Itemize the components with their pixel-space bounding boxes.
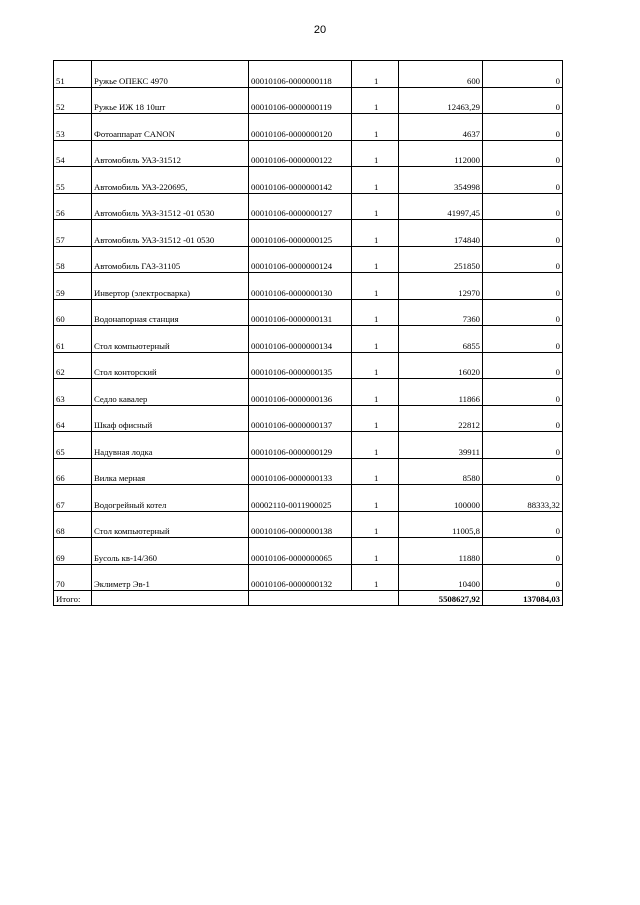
residual-value: 0 bbox=[483, 61, 563, 88]
table-row bbox=[54, 326, 563, 353]
table-row bbox=[54, 299, 563, 326]
total-residual: 137084,03 bbox=[483, 591, 563, 606]
row-number: 54 bbox=[54, 140, 92, 167]
quantity: 1 bbox=[352, 564, 399, 591]
table-row bbox=[54, 114, 563, 141]
quantity: 1 bbox=[352, 379, 399, 406]
cost-value: 112000 bbox=[399, 140, 483, 167]
inventory-table-body bbox=[54, 61, 563, 606]
inventory-code: 00010106-0000000119 bbox=[249, 87, 352, 114]
quantity: 1 bbox=[352, 87, 399, 114]
item-name: Водогрейный котел bbox=[92, 485, 249, 512]
residual-value: 88333,32 bbox=[483, 485, 563, 512]
cost-value: 11005,8 bbox=[399, 511, 483, 538]
residual-value: 0 bbox=[483, 299, 563, 326]
table-row bbox=[54, 352, 563, 379]
table-row bbox=[54, 432, 563, 459]
item-name: Ружье ОПЕКС 4970 bbox=[92, 61, 249, 88]
residual-value: 0 bbox=[483, 379, 563, 406]
inventory-table bbox=[53, 60, 563, 606]
item-name: Стол конторский bbox=[92, 352, 249, 379]
item-name: Бусоль кв-14/360 bbox=[92, 538, 249, 565]
cost-value: 11866 bbox=[399, 379, 483, 406]
inventory-code: 00010106-0000000125 bbox=[249, 220, 352, 247]
table-row bbox=[54, 485, 563, 512]
item-name: Автомобиль УАЗ-31512 -01 0530 bbox=[92, 220, 249, 247]
cost-value: 10400 bbox=[399, 564, 483, 591]
table-row bbox=[54, 379, 563, 406]
inventory-code: 00010106-0000000138 bbox=[249, 511, 352, 538]
row-number: 53 bbox=[54, 114, 92, 141]
item-name: Автомобиль УАЗ-220695, bbox=[92, 167, 249, 194]
quantity: 1 bbox=[352, 538, 399, 565]
item-name: Инвертор (электросварка) bbox=[92, 273, 249, 300]
quantity: 1 bbox=[352, 511, 399, 538]
table-row bbox=[54, 458, 563, 485]
item-name: Ружье ИЖ 18 10шт bbox=[92, 87, 249, 114]
row-number: 55 bbox=[54, 167, 92, 194]
cost-value: 174840 bbox=[399, 220, 483, 247]
quantity: 1 bbox=[352, 485, 399, 512]
item-name: Автомобиль ГАЗ-31105 bbox=[92, 246, 249, 273]
item-name: Автомобиль УАЗ-31512 bbox=[92, 140, 249, 167]
item-name: Стол компьютерный bbox=[92, 511, 249, 538]
row-number: 64 bbox=[54, 405, 92, 432]
row-number: 69 bbox=[54, 538, 92, 565]
row-number: 60 bbox=[54, 299, 92, 326]
row-number: 67 bbox=[54, 485, 92, 512]
residual-value: 0 bbox=[483, 140, 563, 167]
residual-value: 0 bbox=[483, 405, 563, 432]
table-row bbox=[54, 220, 563, 247]
cost-value: 41997,45 bbox=[399, 193, 483, 220]
quantity: 1 bbox=[352, 432, 399, 459]
quantity: 1 bbox=[352, 193, 399, 220]
quantity: 1 bbox=[352, 61, 399, 88]
cost-value: 22812 bbox=[399, 405, 483, 432]
inventory-code: 00010106-0000000132 bbox=[249, 564, 352, 591]
table-row bbox=[54, 246, 563, 273]
inventory-code: 00010106-0000000122 bbox=[249, 140, 352, 167]
inventory-code: 00010106-0000000124 bbox=[249, 246, 352, 273]
residual-value: 0 bbox=[483, 114, 563, 141]
row-number: 65 bbox=[54, 432, 92, 459]
row-number: 62 bbox=[54, 352, 92, 379]
residual-value: 0 bbox=[483, 273, 563, 300]
table-row bbox=[54, 538, 563, 565]
row-number: 56 bbox=[54, 193, 92, 220]
quantity: 1 bbox=[352, 458, 399, 485]
table-row bbox=[54, 87, 563, 114]
quantity: 1 bbox=[352, 326, 399, 353]
total-empty-cell bbox=[249, 591, 352, 606]
cost-value: 12463,29 bbox=[399, 87, 483, 114]
quantity: 1 bbox=[352, 405, 399, 432]
residual-value: 0 bbox=[483, 220, 563, 247]
row-number: 51 bbox=[54, 61, 92, 88]
inventory-code: 00010106-0000000135 bbox=[249, 352, 352, 379]
inventory-code: 00010106-0000000131 bbox=[249, 299, 352, 326]
quantity: 1 bbox=[352, 299, 399, 326]
quantity: 1 bbox=[352, 167, 399, 194]
residual-value: 0 bbox=[483, 167, 563, 194]
item-name: Фотоаппарат CANON bbox=[92, 114, 249, 141]
residual-value: 0 bbox=[483, 432, 563, 459]
cost-value: 39911 bbox=[399, 432, 483, 459]
inventory-code: 00010106-0000000127 bbox=[249, 193, 352, 220]
inventory-code: 00010106-0000000118 bbox=[249, 61, 352, 88]
item-name: Автомобиль УАЗ-31512 -01 0530 bbox=[92, 193, 249, 220]
residual-value: 0 bbox=[483, 511, 563, 538]
total-empty-cell bbox=[352, 591, 399, 606]
table-row bbox=[54, 193, 563, 220]
row-number: 63 bbox=[54, 379, 92, 406]
table-row bbox=[54, 405, 563, 432]
residual-value: 0 bbox=[483, 538, 563, 565]
residual-value: 0 bbox=[483, 352, 563, 379]
cost-value: 100000 bbox=[399, 485, 483, 512]
inventory-code: 00010106-0000000142 bbox=[249, 167, 352, 194]
table-row bbox=[54, 511, 563, 538]
cost-value: 600 bbox=[399, 61, 483, 88]
cost-value: 8580 bbox=[399, 458, 483, 485]
total-empty-cell bbox=[92, 591, 249, 606]
inventory-code: 00010106-0000000130 bbox=[249, 273, 352, 300]
inventory-code: 00010106-0000000134 bbox=[249, 326, 352, 353]
table-row bbox=[54, 273, 563, 300]
row-number: 66 bbox=[54, 458, 92, 485]
residual-value: 0 bbox=[483, 193, 563, 220]
total-cost: 5508627,92 bbox=[399, 591, 483, 606]
cost-value: 6855 bbox=[399, 326, 483, 353]
table-row bbox=[54, 564, 563, 591]
item-name: Надувная лодка bbox=[92, 432, 249, 459]
table-row bbox=[54, 167, 563, 194]
item-name: Водонапорная станция bbox=[92, 299, 249, 326]
inventory-code: 00010106-0000000133 bbox=[249, 458, 352, 485]
cost-value: 354998 bbox=[399, 167, 483, 194]
page-number: 20 bbox=[313, 24, 327, 36]
quantity: 1 bbox=[352, 352, 399, 379]
item-name: Эклиметр Эв-1 bbox=[92, 564, 249, 591]
cost-value: 7360 bbox=[399, 299, 483, 326]
quantity: 1 bbox=[352, 220, 399, 247]
inventory-code: 00010106-0000000065 bbox=[249, 538, 352, 565]
total-label: Итого: bbox=[54, 591, 92, 606]
cost-value: 251850 bbox=[399, 246, 483, 273]
row-number: 61 bbox=[54, 326, 92, 353]
table-row bbox=[54, 61, 563, 88]
row-number: 57 bbox=[54, 220, 92, 247]
cost-value: 16020 bbox=[399, 352, 483, 379]
table-row bbox=[54, 140, 563, 167]
total-row bbox=[54, 591, 563, 606]
item-name: Стол компьютерный bbox=[92, 326, 249, 353]
residual-value: 0 bbox=[483, 564, 563, 591]
cost-value: 11880 bbox=[399, 538, 483, 565]
residual-value: 0 bbox=[483, 246, 563, 273]
inventory-code: 00010106-0000000129 bbox=[249, 432, 352, 459]
residual-value: 0 bbox=[483, 458, 563, 485]
row-number: 58 bbox=[54, 246, 92, 273]
cost-value: 4637 bbox=[399, 114, 483, 141]
row-number: 59 bbox=[54, 273, 92, 300]
inventory-code: 00010106-0000000136 bbox=[249, 379, 352, 406]
inventory-code: 00010106-0000000137 bbox=[249, 405, 352, 432]
quantity: 1 bbox=[352, 246, 399, 273]
quantity: 1 bbox=[352, 140, 399, 167]
cost-value: 12970 bbox=[399, 273, 483, 300]
residual-value: 0 bbox=[483, 326, 563, 353]
inventory-code: 00010106-0000000120 bbox=[249, 114, 352, 141]
row-number: 52 bbox=[54, 87, 92, 114]
quantity: 1 bbox=[352, 114, 399, 141]
row-number: 70 bbox=[54, 564, 92, 591]
inventory-code: 00002110-0011900025 bbox=[249, 485, 352, 512]
residual-value: 0 bbox=[483, 87, 563, 114]
item-name: Седло кавалер bbox=[92, 379, 249, 406]
row-number: 68 bbox=[54, 511, 92, 538]
item-name: Шкаф офисный bbox=[92, 405, 249, 432]
item-name: Вилка мерная bbox=[92, 458, 249, 485]
quantity: 1 bbox=[352, 273, 399, 300]
